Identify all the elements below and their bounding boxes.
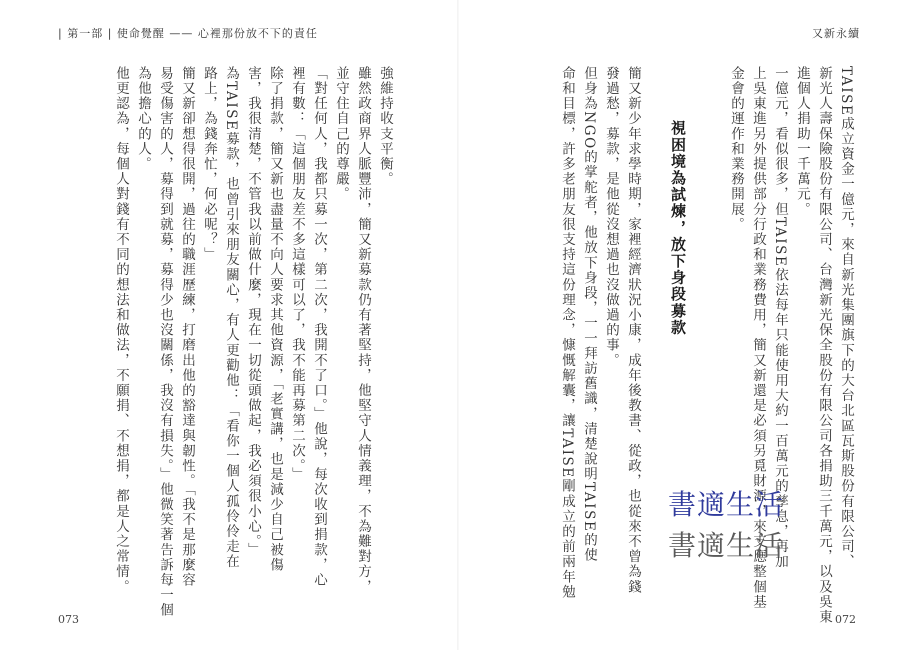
paragraph-line: 他更認為，每個人對錢有不同的想法和做法，不願捐、不想捐，都是人之常情。 bbox=[113, 66, 129, 595]
paragraph-line: 上吳東進另外提供部分行政和業務費用，簡又新還是必須另覓財源，來支應整個基 bbox=[750, 66, 766, 610]
paragraph-line: 簡又新卻想得很開，過往的職涯歷練，打磨出他的豁達與韌性。「我不是那麼容 bbox=[179, 66, 195, 588]
paragraph-line: 進個人捐助一千萬元。 bbox=[794, 66, 810, 217]
paragraph-line: 為TAISE募款，也曾引來朋友關心，有人更勸他：「看你一個人孤伶伶走在 bbox=[223, 66, 239, 570]
paragraph-line: 金會的運作和業務開展。 bbox=[728, 66, 744, 233]
paragraph-line: 命和目標，許多老朋友很支持這份理念，慷慨解囊，讓TAISE剛成立的前兩年勉 bbox=[559, 66, 575, 600]
paragraph-line: 新光人壽保險股份有限公司、台灣新光保全股份有限公司各捐助三千萬元，以及吳東 bbox=[816, 66, 832, 625]
paragraph-line: 「對任何人，我都只募一次，第二次，我開不了口。」他說，每次收到捐款，心 bbox=[311, 66, 327, 588]
running-header-part-title: | 第一部 | 使命覺醒 —— 心裡那份放不下的責任 bbox=[58, 27, 318, 40]
paragraph-line: 除了捐款，簡又新也盡量不向人要求其他資源，「老實講，也是減少自己被傷 bbox=[267, 66, 283, 573]
paragraph-line: 一億元，看似很多，但TAISE依法每年只能使用大約一百萬元的孳息，再加 bbox=[772, 66, 788, 570]
running-header-book-title: 又新永續 bbox=[812, 27, 860, 40]
paragraph-line: 強維持收支平衡。 bbox=[377, 66, 393, 187]
paragraph-line: 害，我很清楚，不管我以前做什麼，現在一切從頭做起，我必須很小心。」 bbox=[245, 66, 261, 558]
paragraph-line: 路上，為錢奔忙，何必呢？」 bbox=[201, 66, 217, 263]
paragraph-line: 裡有數：「這個朋友差不多這樣可以了，我不能再募第二次。」 bbox=[289, 66, 305, 483]
paragraph-line: TAISE成立資金一億元，來自新光集團旗下的大台北區瓦斯股份有限公司、 bbox=[838, 66, 854, 570]
paragraph-line: 為他擔心的人。 bbox=[135, 66, 151, 172]
paragraph-line: 易受傷害的人，募得到就募，募得少也沒關係，我沒有損失。」他微笑著告訴每一個 bbox=[157, 66, 173, 618]
section-heading: 視困境為試煉，放下身段募款 bbox=[669, 120, 687, 336]
page-number-left: 073 bbox=[58, 613, 79, 626]
paragraph-line: 簡又新少年求學時期，家裡經濟狀況小康，成年後教書、從政，也從來不曾為錢 bbox=[625, 66, 641, 595]
paragraph-line: 但身為NGO的掌舵者，他放下身段，一一拜訪舊識，清楚說明TAISE的使 bbox=[581, 66, 597, 563]
paragraph-line: 並守住自己的尊嚴。 bbox=[333, 66, 349, 202]
paragraph-line: 發過愁，募款，是他從沒想過也沒做過的事。 bbox=[603, 66, 619, 368]
paragraph-line: 雖然政商界人脈豐沛，簡又新募款仍有著堅持，他堅守人情義理，不為難對方， bbox=[355, 66, 371, 595]
page-number-right: 072 bbox=[835, 613, 856, 626]
watermark-text-blue: 書適生活 bbox=[668, 488, 785, 521]
book-gutter bbox=[457, 0, 459, 650]
watermark-text-gray: 書適生活 bbox=[668, 529, 785, 562]
